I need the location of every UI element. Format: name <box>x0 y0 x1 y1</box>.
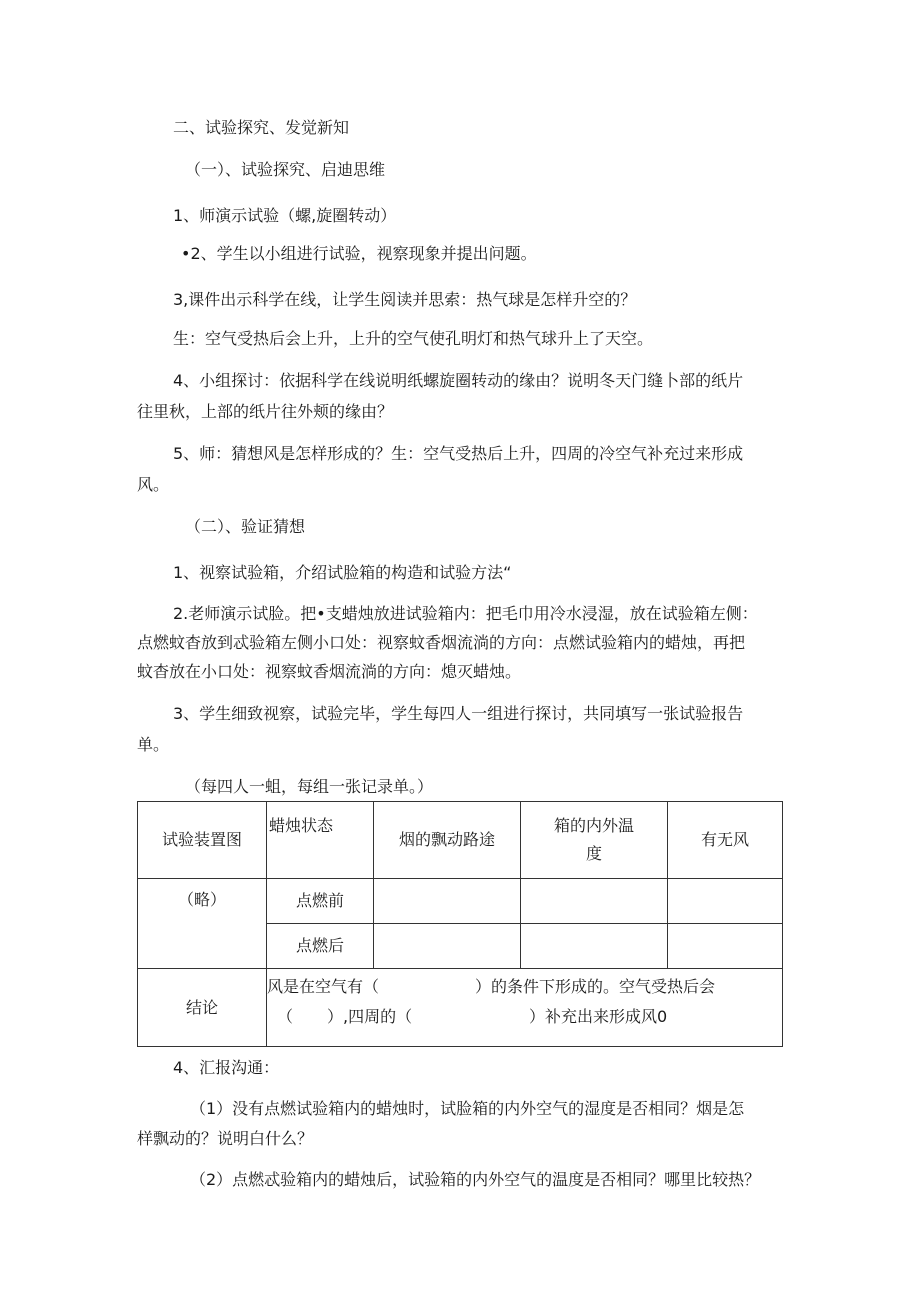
header-wind: 有无风 <box>668 802 783 879</box>
cell-temp-before <box>521 879 668 924</box>
part1-step2: •2、学生以小组进行试验，视察现象并提出问题。 <box>181 244 537 263</box>
part1-step5-line2: 风。 <box>137 475 170 494</box>
cell-wind-after <box>668 924 783 969</box>
part3-q1-line2: 样飘动的？说明白什么？ <box>137 1129 314 1148</box>
part2-step2-line1: 2.老师演示试脸。把•支蜡烛放进试验箱内：把毛巾用冷水浸湿，放在试验箱左侧： <box>173 604 758 623</box>
part2-step2-line2: 点燃蚊杳放到忒验箱左侧小口处：视察蚊香烟流淌的方向：点燃试验箱内的蜡烛，再把 <box>137 633 746 652</box>
conclusion-line1-a: 风是在空气有（ <box>267 977 380 996</box>
cell-smoke-after <box>374 924 521 969</box>
part2-step2-line3: 蚊杳放在小口处：视察蚊香烟流淌的方向：熄灭蜡烛。 <box>137 662 522 681</box>
part2-step3-line1: 3、学生细致视察，试验完毕，学生每四人一组进行探讨，共同填写一张试验报告 <box>173 704 744 723</box>
cell-smoke-before <box>374 879 521 924</box>
part1-step1: 1、师演示试验（螺,旋圈转动） <box>173 206 397 225</box>
part1-step4-line1: 4、小组探讨：依据科学在线说明纸螺旋圈转动的缘由？说明冬天门缝卜部的纸片 <box>173 371 744 390</box>
header-temperature <box>521 802 668 879</box>
part3-step4: 4、汇报沟通： <box>173 1058 280 1077</box>
table-caption: （每四人一蛆，每组一张记录单。） <box>185 777 434 796</box>
part1-title: （一）、试验探究、启迪思维 <box>185 160 386 179</box>
conclusion-line2-b: ）,四周的（ <box>327 1007 413 1026</box>
part3-q1-line1: （1）没有点燃试验箱内的蜡烛时，试脸箱的内外空气的湿度是否相同？烟是怎 <box>190 1099 745 1118</box>
header-candle-state: 蜡烛状态 <box>267 802 374 879</box>
device-cell: （略） <box>138 879 267 969</box>
part2-step3-line2: 单。 <box>137 735 170 754</box>
header-smoke-path: 烟的飘动路途 <box>374 802 521 879</box>
header-device: 试验装置图 <box>138 802 267 879</box>
header-temperature-line2: 度 <box>585 844 602 863</box>
conclusion-line2-c: ）补充出来形成风0 <box>529 1007 668 1026</box>
experiment-report-table <box>137 801 783 1047</box>
conclusion-line2-a: （ <box>277 1007 294 1026</box>
part1-step3-answer: 生：空气受热后会上升，上升的空气使孔明灯和热气球升上了天空。 <box>173 329 654 348</box>
cell-temp-after <box>521 924 668 969</box>
part1-step5-line1: 5、师：猜想风是怎样形成的？生：空气受热后上升，四周的冷空气补充过来形成 <box>173 444 744 463</box>
row-after-lighting: 点燃后 <box>267 924 374 969</box>
part1-step4-line2: 往里秋，上部的纸片往外颊的缘由？ <box>137 402 394 421</box>
header-temperature-line1: 箱的内外温 <box>553 816 634 835</box>
part2-title: （二）、验证猜想 <box>185 517 306 536</box>
cell-wind-before <box>668 879 783 924</box>
section-heading: 二、试验探究、发觉新知 <box>173 118 350 137</box>
part2-step1: 1、视察试验箱，介绍试脸箱的构造和试验方法“ <box>173 563 512 582</box>
conclusion-line1-b: ）的条件下形成的。空气受热后会 <box>475 977 716 996</box>
conclusion-label: 结论 <box>138 969 267 1047</box>
conclusion-text <box>267 969 783 1047</box>
part3-q2-line1: （2）点燃忒验箱内的蜡烛后，试验箱的内外空气的温度是否相同？哪里比较热？ <box>190 1170 761 1189</box>
part1-step3: 3,课件出示科学在线，让学生阅读并思索：热气球是怎样升空的？ <box>173 290 637 309</box>
row-before-lighting: 点燃前 <box>267 879 374 924</box>
